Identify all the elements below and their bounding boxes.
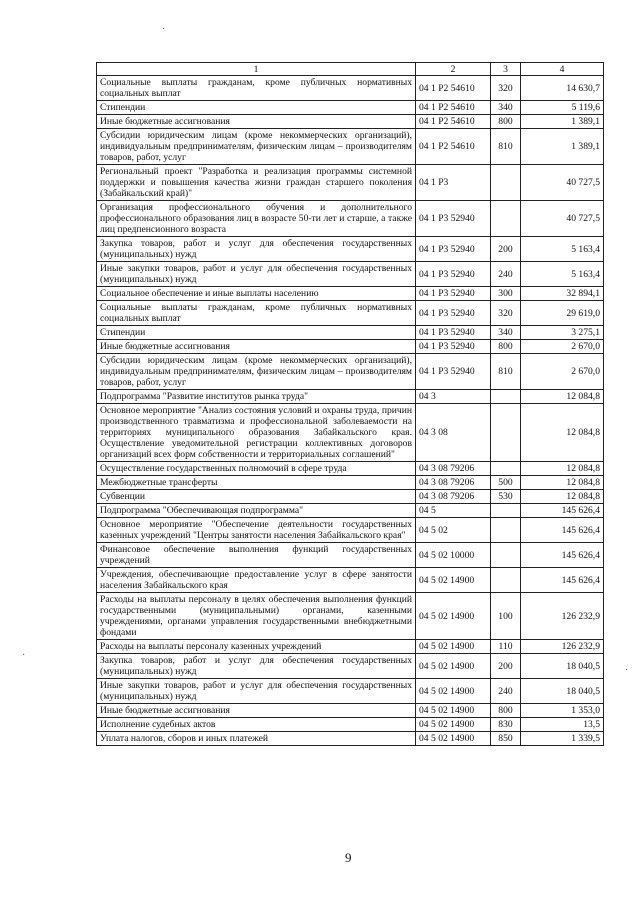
row-amount-cell: 40 727,5 — [521, 165, 604, 201]
row-vr-cell — [491, 201, 521, 237]
row-code-cell: 04 1 P2 54610 — [416, 76, 491, 101]
row-name-cell: Уплата налогов, сборов и иных платежей — [97, 732, 416, 746]
scan-speck: · — [162, 24, 166, 35]
row-amount-cell: 5 163,4 — [521, 262, 604, 287]
row-amount-cell: 12 084,8 — [521, 476, 604, 490]
row-vr-cell: 340 — [491, 101, 521, 115]
row-amount-cell: 5 119,6 — [521, 101, 604, 115]
table-row — [97, 504, 604, 518]
row-name-cell: Основное мероприятие "Анализ состояния условий и охраны труда, причин производственного травматизма и профессиональной заболеваемости на территориях муниципального образования Забайкальского края. Осуществление уведомительной регистрации коллективных договоров организаций всех форм собственности и территориальных соглашений" — [97, 404, 416, 462]
table-row — [97, 568, 604, 593]
row-vr-cell: 810 — [491, 354, 521, 390]
row-amount-cell: 29 619,0 — [521, 301, 604, 326]
row-vr-cell: 810 — [491, 129, 521, 165]
row-vr-cell: 320 — [491, 301, 521, 326]
row-vr-cell: 800 — [491, 115, 521, 129]
row-code-cell: 04 3 08 79206 — [416, 476, 491, 490]
row-amount-cell: 1 389,1 — [521, 115, 604, 129]
row-amount-cell: 145 626,4 — [521, 568, 604, 593]
table-row — [97, 390, 604, 404]
row-name-cell: Субсидии юридическим лицам (кроме некоммерческих организаций), индивидуальным предпринимателям, физическим лицам – производителям товаров, работ, услуг — [97, 354, 416, 390]
row-vr-cell — [491, 504, 521, 518]
table-row — [97, 404, 604, 462]
row-vr-cell: 500 — [491, 476, 521, 490]
table-row — [97, 287, 604, 301]
table-row — [97, 326, 604, 340]
row-vr-cell: 240 — [491, 262, 521, 287]
row-vr-cell: 320 — [491, 76, 521, 101]
scan-speck: · — [625, 665, 629, 676]
column-header-code: 2 — [416, 63, 491, 76]
table-row — [97, 518, 604, 543]
row-name-cell: Осуществление государственных полномочий в сфере труда — [97, 462, 416, 476]
row-amount-cell: 126 232,9 — [521, 640, 604, 654]
table-row — [97, 237, 604, 262]
row-name-cell: Социальное обеспечение и иные выплаты населению — [97, 287, 416, 301]
table-row — [97, 593, 604, 640]
row-amount-cell: 32 894,1 — [521, 287, 604, 301]
row-vr-cell: 110 — [491, 640, 521, 654]
row-amount-cell: 126 232,9 — [521, 593, 604, 640]
row-vr-cell: 850 — [491, 732, 521, 746]
table-row — [97, 354, 604, 390]
table-row — [97, 262, 604, 287]
table-row — [97, 679, 604, 704]
row-code-cell: 04 1 P3 52940 — [416, 262, 491, 287]
row-amount-cell: 3 275,1 — [521, 326, 604, 340]
row-amount-cell: 12 084,8 — [521, 404, 604, 462]
row-code-cell: 04 5 02 14900 — [416, 593, 491, 640]
table-row — [97, 718, 604, 732]
row-code-cell: 04 1 P3 52940 — [416, 237, 491, 262]
row-vr-cell: 530 — [491, 490, 521, 504]
column-header-vr: 3 — [491, 63, 521, 76]
row-name-cell: Социальные выплаты гражданам, кроме публичных нормативных социальных выплат — [97, 301, 416, 326]
row-code-cell: 04 3 08 79206 — [416, 462, 491, 476]
table-row — [97, 76, 604, 101]
table-row — [97, 165, 604, 201]
row-vr-cell: 200 — [491, 654, 521, 679]
table-row — [97, 476, 604, 490]
row-code-cell: 04 5 02 10000 — [416, 543, 491, 568]
row-vr-cell — [491, 390, 521, 404]
table-row — [97, 543, 604, 568]
row-amount-cell: 1 353,0 — [521, 704, 604, 718]
row-name-cell: Иные бюджетные ассигнования — [97, 115, 416, 129]
row-code-cell: 04 3 08 — [416, 404, 491, 462]
row-name-cell: Субвенции — [97, 490, 416, 504]
row-code-cell: 04 5 02 14900 — [416, 654, 491, 679]
table-row — [97, 115, 604, 129]
column-header-amount: 4 — [521, 63, 604, 76]
row-vr-cell: 800 — [491, 704, 521, 718]
row-code-cell: 04 5 02 14900 — [416, 640, 491, 654]
row-amount-cell: 12 084,8 — [521, 390, 604, 404]
row-code-cell: 04 1 P3 52940 — [416, 287, 491, 301]
table-row — [97, 640, 604, 654]
row-name-cell: Межбюджетные трансферты — [97, 476, 416, 490]
row-vr-cell — [491, 518, 521, 543]
row-amount-cell: 13,5 — [521, 718, 604, 732]
table-body — [97, 76, 604, 746]
row-code-cell: 04 1 P2 54610 — [416, 115, 491, 129]
row-vr-cell: 200 — [491, 237, 521, 262]
row-name-cell: Учреждения, обеспечивающие предоставление услуг в сфере занятости населения Забайкальского края — [97, 568, 416, 593]
row-vr-cell — [491, 568, 521, 593]
row-code-cell: 04 5 02 14900 — [416, 704, 491, 718]
row-name-cell: Исполнение судебных актов — [97, 718, 416, 732]
row-amount-cell: 40 727,5 — [521, 201, 604, 237]
row-code-cell: 04 5 02 — [416, 518, 491, 543]
row-amount-cell: 1 339,5 — [521, 732, 604, 746]
row-amount-cell: 2 670,0 — [521, 354, 604, 390]
table-row — [97, 490, 604, 504]
row-amount-cell: 145 626,4 — [521, 518, 604, 543]
row-amount-cell: 2 670,0 — [521, 340, 604, 354]
row-name-cell: Иные закупки товаров, работ и услуг для обеспечения государственных (муниципальных) нужд — [97, 679, 416, 704]
row-amount-cell: 145 626,4 — [521, 543, 604, 568]
row-code-cell: 04 1 P3 — [416, 165, 491, 201]
row-name-cell: Организация профессионального обучения и дополнительного профессионального образования лиц в возрасте 50-ти лет и старше, а также лиц предпенсионного возраста — [97, 201, 416, 237]
row-name-cell: Региональный проект "Разработка и реализация программы системной поддержки и повышения качества жизни граждан старшего поколения (Забайкальский край)" — [97, 165, 416, 201]
row-vr-cell: 100 — [491, 593, 521, 640]
row-amount-cell: 12 084,8 — [521, 490, 604, 504]
row-vr-cell — [491, 404, 521, 462]
table-row — [97, 654, 604, 679]
row-vr-cell — [491, 462, 521, 476]
row-vr-cell: 340 — [491, 326, 521, 340]
row-code-cell: 04 1 P3 52940 — [416, 201, 491, 237]
row-code-cell: 04 3 08 79206 — [416, 490, 491, 504]
row-amount-cell: 12 084,8 — [521, 462, 604, 476]
row-name-cell: Закупка товаров, работ и услуг для обеспечения государственных (муниципальных) нужд — [97, 237, 416, 262]
row-name-cell: Основное мероприятие "Обеспечение деятельности государственных казенных учреждений "Центры занятости населения Забайкальского края" — [97, 518, 416, 543]
table-row — [97, 301, 604, 326]
row-vr-cell — [491, 543, 521, 568]
table-row — [97, 704, 604, 718]
table-row — [97, 129, 604, 165]
row-code-cell: 04 1 P3 52940 — [416, 326, 491, 340]
row-vr-cell — [491, 165, 521, 201]
row-amount-cell: 18 040,5 — [521, 654, 604, 679]
table-header-row — [97, 63, 604, 76]
row-name-cell: Иные закупки товаров, работ и услуг для обеспечения государственных (муниципальных) нужд — [97, 262, 416, 287]
table-row — [97, 101, 604, 115]
column-header-name: 1 — [97, 63, 416, 76]
row-amount-cell: 1 389,1 — [521, 129, 604, 165]
row-name-cell: Подпрограмма "Обеспечивающая подпрограмма" — [97, 504, 416, 518]
row-vr-cell: 240 — [491, 679, 521, 704]
row-name-cell: Иные бюджетные ассигнования — [97, 704, 416, 718]
row-name-cell: Иные бюджетные ассигнования — [97, 340, 416, 354]
row-code-cell: 04 5 02 14900 — [416, 568, 491, 593]
table-row — [97, 732, 604, 746]
row-name-cell: Расходы на выплаты персоналу казенных учреждений — [97, 640, 416, 654]
row-code-cell: 04 5 — [416, 504, 491, 518]
row-name-cell: Социальные выплаты гражданам, кроме публичных нормативных социальных выплат — [97, 76, 416, 101]
row-vr-cell: 300 — [491, 287, 521, 301]
row-code-cell: 04 3 — [416, 390, 491, 404]
row-vr-cell: 830 — [491, 718, 521, 732]
row-name-cell: Расходы на выплаты персоналу в целях обеспечения выполнения функций государственными (муниципальными) органами, казенными учреждениями, органами управления государственными внебюджетными фондами — [97, 593, 416, 640]
row-code-cell: 04 1 P2 54610 — [416, 101, 491, 115]
row-name-cell: Финансовое обеспечение выполнения функций государственных учреждений — [97, 543, 416, 568]
row-name-cell: Стипендии — [97, 101, 416, 115]
row-code-cell: 04 5 02 14900 — [416, 732, 491, 746]
row-code-cell: 04 1 P2 54610 — [416, 129, 491, 165]
row-amount-cell: 145 626,4 — [521, 504, 604, 518]
row-name-cell: Подпрограмма "Развитие институтов рынка труда" — [97, 390, 416, 404]
row-code-cell: 04 5 02 14900 — [416, 718, 491, 732]
row-vr-cell: 800 — [491, 340, 521, 354]
row-code-cell: 04 1 P3 52940 — [416, 301, 491, 326]
budget-table — [96, 62, 604, 746]
row-amount-cell: 14 630,7 — [521, 76, 604, 101]
table-row — [97, 462, 604, 476]
row-code-cell: 04 1 P3 52940 — [416, 354, 491, 390]
row-code-cell: 04 5 02 14900 — [416, 679, 491, 704]
row-amount-cell: 5 163,4 — [521, 237, 604, 262]
row-amount-cell: 18 040,5 — [521, 679, 604, 704]
table-row — [97, 201, 604, 237]
row-name-cell: Закупка товаров, работ и услуг для обеспечения государственных (муниципальных) нужд — [97, 654, 416, 679]
scan-speck: · — [22, 650, 26, 661]
page-number: 9 — [345, 850, 352, 865]
row-name-cell: Субсидии юридическим лицам (кроме некоммерческих организаций), индивидуальным предпринимателям, физическим лицам – производителям товаров, работ, услуг — [97, 129, 416, 165]
table-row — [97, 340, 604, 354]
row-code-cell: 04 1 P3 52940 — [416, 340, 491, 354]
row-name-cell: Стипендии — [97, 326, 416, 340]
